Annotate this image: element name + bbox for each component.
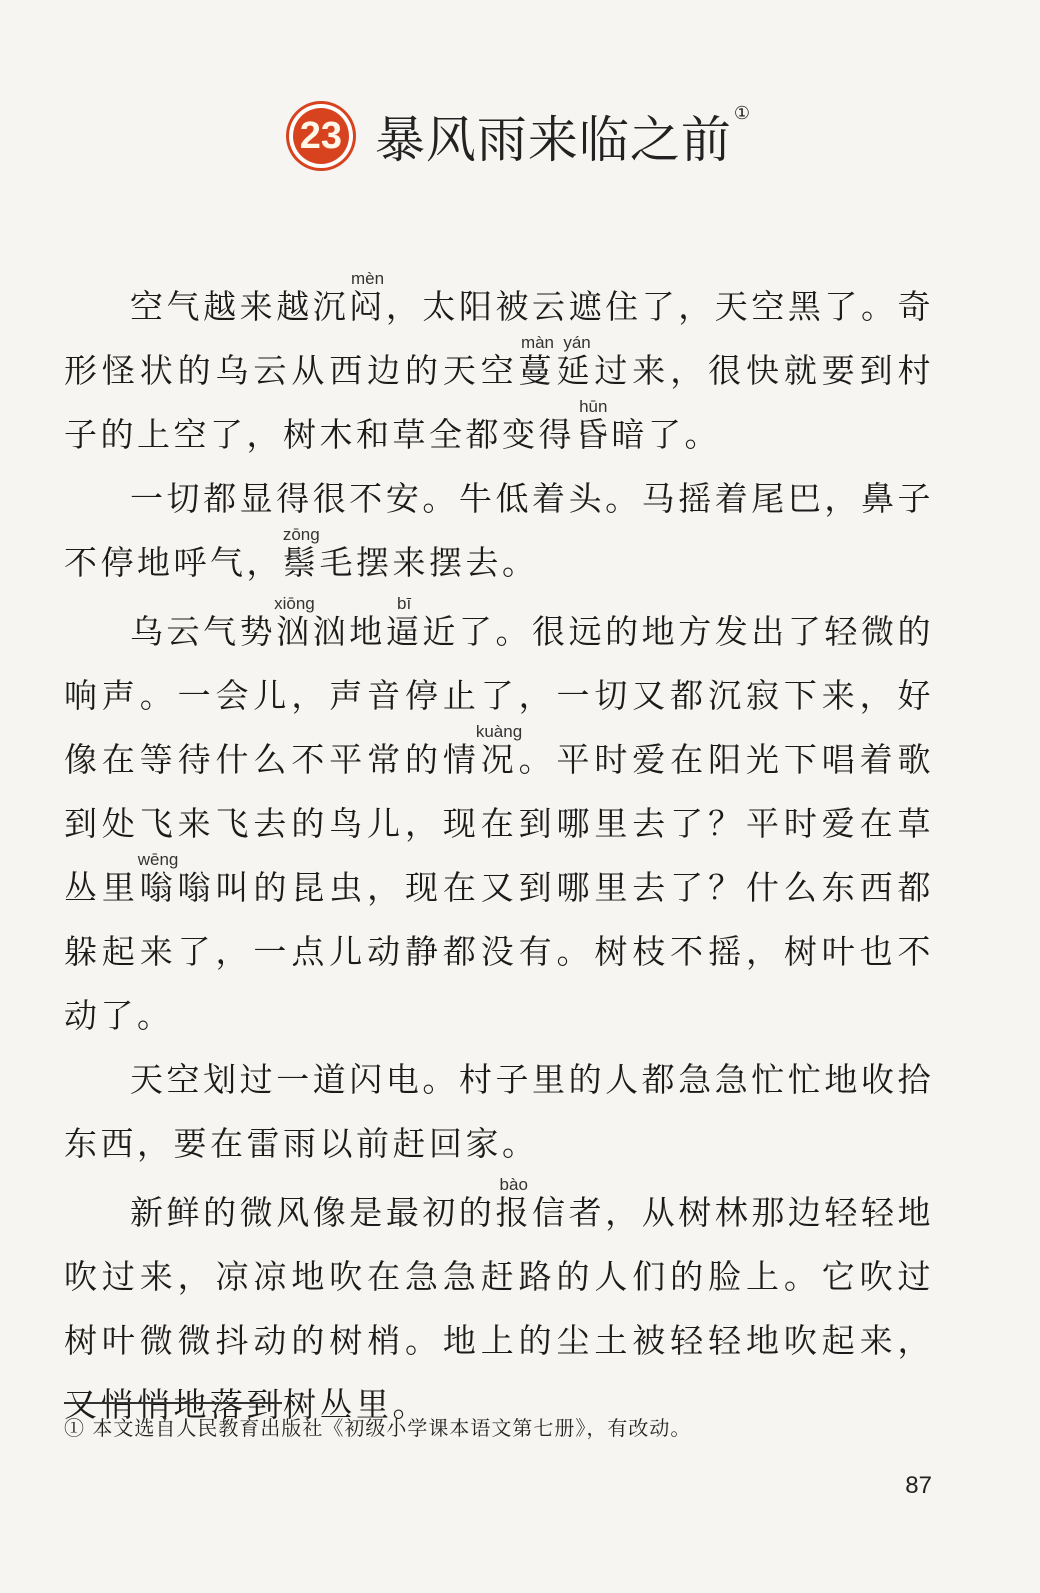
pinyin-label: bào [495,1175,532,1194]
paragraph-text: 天空划过一道闪电。村子里的人都急急忙忙地收拾东西，要在雷雨以前赶回家。 [64,1060,934,1163]
pinyin-label: zōng [282,525,320,544]
lesson-title-text: 暴风雨来临之前 [374,111,732,169]
paragraph-text: 过来，很快就要到村子的上空了，树木和草全都变得 [64,351,935,454]
pinyin-label: mèn [349,269,386,288]
pinyin-annotated-word [349,269,386,326]
lesson-header [0,100,1040,172]
paragraph-text: 一切都显得很不安。牛低着头。马摇着尾巴，鼻子不停地呼气， [64,479,934,582]
annotated-characters: 闷 [349,287,386,326]
annotated-characters: 昏 [575,415,612,454]
lesson-body [64,270,934,1437]
pinyin-annotated-word [518,333,595,390]
annotated-characters: 汹 [274,612,315,651]
pinyin-annotated-word [475,722,523,779]
pinyin-annotated-word [575,397,612,454]
paragraph-text: 嗡叫的昆虫，现在又到哪里去了？什么东西都躲起来了，一点儿动静都没有。树枝不摇，树叶也不动了。 [64,868,934,1035]
annotated-characters: 况 [475,740,523,779]
footnote: ① 本文选自人民教育出版社《初级小学课本语文第七册》，有改动。 [64,1416,692,1440]
annotated-characters: 蔓延 [518,351,595,390]
paragraph-text: 空气越来越沉 [130,287,350,326]
paragraph-text: 汹地 [312,612,386,651]
paragraph [64,467,934,595]
paragraph-text: ，太阳被云遮住了，天空黑了。奇形怪状的乌云从西边的天空 [64,287,935,390]
pinyin-annotated-word [385,594,423,651]
paragraph [64,595,934,1048]
paragraph [64,1048,934,1176]
paragraph-text: 新鲜的微风像是最初的 [130,1193,496,1232]
pinyin-annotated-word [274,594,315,651]
paragraph-text: 暗了。 [611,415,721,454]
pinyin-label: xiōng [274,594,315,613]
page-number: 87 [905,1472,932,1499]
annotated-characters: 逼 [385,612,423,651]
paragraph-text: 毛摆来摆去。 [319,543,539,582]
pinyin-label: wēng [137,850,179,869]
footnote-divider [64,1402,282,1404]
paragraph-text: 近了。很远的地方发出了轻微的响声。一会儿，声音停止了，一切又都沉寂下来，好像在等待什么不平常的情 [64,612,934,779]
pinyin-label: bī [385,594,423,613]
annotated-characters: 鬃 [282,543,320,582]
pinyin-label: màn yán [518,333,594,352]
annotated-characters: 嗡 [137,868,179,907]
pinyin-annotated-word [495,1175,533,1232]
paragraph-text: 信者，从树林那边轻轻地吹过来，凉凉地吹在急急赶路的人们的脸上。它吹过树叶微微抖动的树梢。地上的尘土被轻轻地吹起来，又悄悄地落到树丛里。 [64,1193,935,1424]
paragraph-text: 乌云气势 [130,612,277,651]
paragraph-text: 。平时爱在阳光下唱着歌到处飞来飞去的鸟儿，现在到哪里去了？平时爱在草丛里 [64,740,934,907]
pinyin-annotated-word [282,525,320,582]
pinyin-label: kuàng [475,722,523,741]
lesson-title [375,100,751,172]
pinyin-annotated-word [137,850,179,907]
title-footnote-marker: ① [733,103,752,125]
paragraph [64,270,934,467]
pinyin-label: hūn [575,397,612,416]
annotated-characters: 报 [495,1193,533,1232]
paragraph [64,1176,934,1437]
lesson-number-badge: 23 [289,104,353,168]
